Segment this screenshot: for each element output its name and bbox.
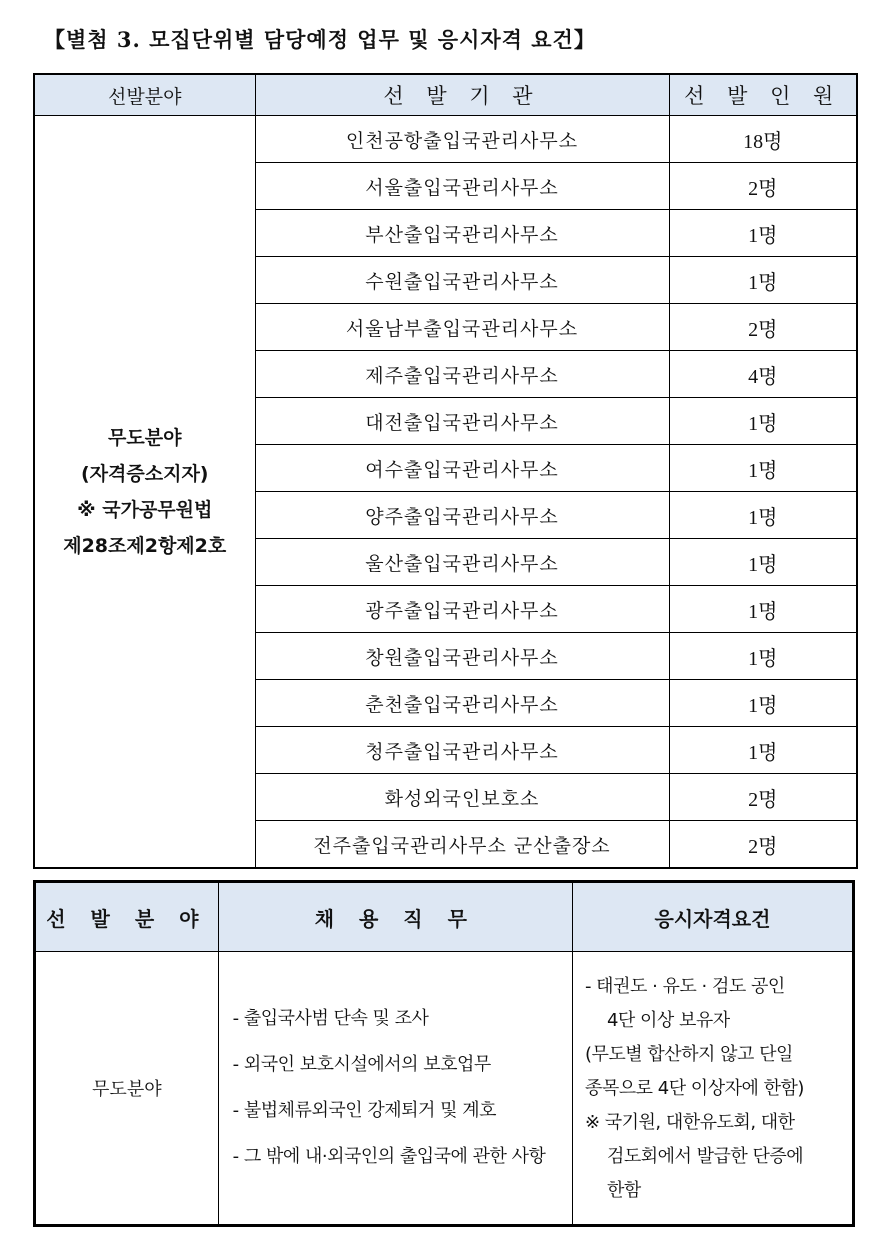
duties-cell [218, 952, 572, 1226]
count-cell: 1명 [669, 492, 857, 539]
selection-agency-table [33, 73, 858, 869]
table-row [35, 952, 854, 1226]
agency-cell: 청주출입국관리사무소 [255, 727, 669, 774]
duty-qualification-table [33, 880, 855, 1227]
duty-item: - 외국인 보호시설에서의 보호업무 [232, 1054, 491, 1075]
agency-cell: 울산출입국관리사무소 [255, 539, 669, 586]
agency-cell: 서울출입국관리사무소 [255, 163, 669, 210]
duty-item: - 그 밖에 내·외국인의 출입국에 관한 사항 [232, 1146, 546, 1167]
category-line: ※ 국가공무원법 [77, 498, 213, 521]
requirement-line: 검도회에서 발급한 단증에 [606, 1146, 804, 1167]
count-cell: 1명 [669, 210, 857, 257]
count-cell: 1명 [669, 539, 857, 586]
requirement-line: ※ 국기원, 대한유도회, 대한 [584, 1112, 795, 1133]
duty-list [219, 996, 572, 1180]
agency-cell: 부산출입국관리사무소 [255, 210, 669, 257]
agency-cell: 수원출입국관리사무소 [255, 257, 669, 304]
header-requirements: 응시자격요건 [572, 882, 853, 952]
header-field: 선발분야 [34, 74, 255, 116]
agency-cell: 창원출입국관리사무소 [255, 633, 669, 680]
count-cell: 4명 [669, 351, 857, 398]
count-cell: 1명 [669, 680, 857, 727]
agency-cell: 광주출입국관리사무소 [255, 586, 669, 633]
table-header-row [35, 882, 854, 952]
count-cell: 1명 [669, 633, 857, 680]
category-line: 제28조제2항제2호 [63, 534, 227, 557]
agency-cell: 인천공항출입국관리사무소 [255, 116, 669, 163]
agency-cell: 전주출입국관리사무소 군산출장소 [255, 821, 669, 869]
requirements-cell [572, 952, 853, 1226]
count-cell: 1명 [669, 257, 857, 304]
requirements-text [573, 968, 852, 1208]
duty-item: - 불법체류외국인 강제퇴거 및 계호 [232, 1100, 496, 1121]
count-cell: 1명 [669, 727, 857, 774]
field-cell: 무도분야 [35, 952, 219, 1226]
requirement-line: - 태권도 · 유도 · 검도 공인 [584, 976, 785, 997]
count-cell: 2명 [669, 304, 857, 351]
requirement-line: (무도별 합산하지 않고 단일 [584, 1044, 793, 1065]
count-cell: 1명 [669, 586, 857, 633]
agency-cell: 춘천출입국관리사무소 [255, 680, 669, 727]
agency-cell: 대전출입국관리사무소 [255, 398, 669, 445]
table-row [34, 116, 857, 163]
agency-cell: 제주출입국관리사무소 [255, 351, 669, 398]
category-line: (자격증소지자) [81, 462, 209, 485]
requirement-line: 4단 이상 보유자 [606, 1010, 730, 1031]
agency-cell: 여수출입국관리사무소 [255, 445, 669, 492]
agency-cell: 화성외국인보호소 [255, 774, 669, 821]
count-cell: 1명 [669, 445, 857, 492]
count-cell: 1명 [669, 398, 857, 445]
count-cell: 2명 [669, 774, 857, 821]
agency-cell: 양주출입국관리사무소 [255, 492, 669, 539]
category-line: 무도분야 [108, 426, 182, 449]
count-cell: 2명 [669, 821, 857, 869]
category-cell [34, 116, 255, 869]
header-duty: 채 용 직 무 [218, 882, 572, 952]
table-body [34, 116, 857, 869]
header-field: 선 발 분 야 [35, 882, 219, 952]
duty-item: - 출입국사범 단속 및 조사 [232, 1008, 429, 1029]
header-agency: 선 발 기 관 [255, 74, 669, 116]
agency-cell: 서울남부출입국관리사무소 [255, 304, 669, 351]
header-count: 선 발 인 원 [669, 74, 857, 116]
page-title: 【별첨 3. 모집단위별 담당예정 업무 및 응시자격 요건】 [44, 27, 596, 52]
requirement-line: 종목으로 4단 이상자에 한함) [584, 1078, 804, 1099]
count-cell: 2명 [669, 163, 857, 210]
count-cell: 18명 [669, 116, 857, 163]
requirement-line: 한함 [606, 1180, 641, 1201]
table-header-row [34, 74, 857, 116]
